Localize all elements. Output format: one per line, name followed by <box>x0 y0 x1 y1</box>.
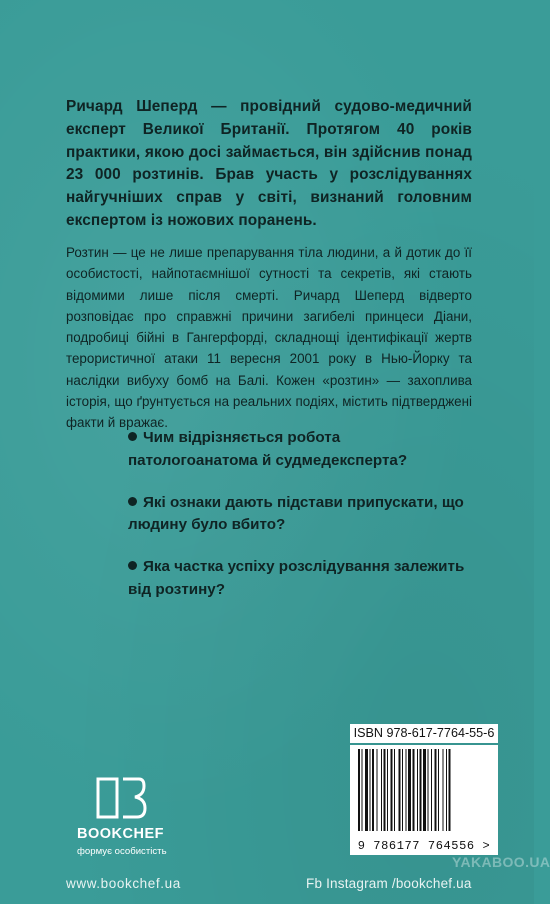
publisher-website: www.bookchef.ua <box>66 876 181 891</box>
publisher-name: BOOKCHEF <box>77 826 164 842</box>
publisher-social: Fb Instagram /bookchef.ua <box>306 876 472 891</box>
isbn-label: ISBN 978-617-7764-55-6 <box>350 724 498 743</box>
watermark: YAKABOO.UA <box>452 854 550 870</box>
question-text: Яка частка успіху розслідування залежить від розтину? <box>128 558 465 598</box>
question-text: Чим відрізняється робота патологоанатома й судмедексперта? <box>128 429 408 469</box>
book-description: Розтин — це не лише препарування тіла людини, а й дотик до її особистості, найпотаємнішої сутності та секретів, які стають відомими лише після смерті. Ричард Шеперд відверто розповідає про справжні причини загибелі принцеси Діани, подробиці бійні в Гангерфорді, складнощі ідентифікації жертв терористичної атаки 11 вересня 2001 року в Нью-Йорку та наслідки вибуху бомб на Балі. Кожен «розтин» — захоплива історія, що ґрунтується на реальних подіях, містить підтверджені факти й вражає. <box>66 245 472 431</box>
publisher-tagline: формує особистість <box>77 846 167 857</box>
bullet-icon <box>128 497 137 506</box>
author-bio: Ричард Шеперд — провідний судово-медичний експерт Великої Британії. Протягом 40 років практики, якою досі займається, він здійснив понад 23 000 розтинів. Брав участь у розслідуваннях найгучніших справ у світі, визнаний головним експертом із ножових поранень. <box>66 98 472 229</box>
publisher-logo <box>77 776 187 866</box>
barcode-bars <box>350 745 498 837</box>
bullet-icon <box>128 432 137 441</box>
barcode-digits: 9 786177 764556 > <box>357 839 491 853</box>
questions-list <box>128 427 473 621</box>
question-item <box>128 492 473 538</box>
bookchef-logo-icon <box>95 776 147 820</box>
question-text: Які ознаки дають підстави припускати, що людину було вбито? <box>128 493 464 534</box>
question-item <box>128 427 473 473</box>
question-item <box>128 556 473 602</box>
bullet-icon <box>128 561 137 570</box>
